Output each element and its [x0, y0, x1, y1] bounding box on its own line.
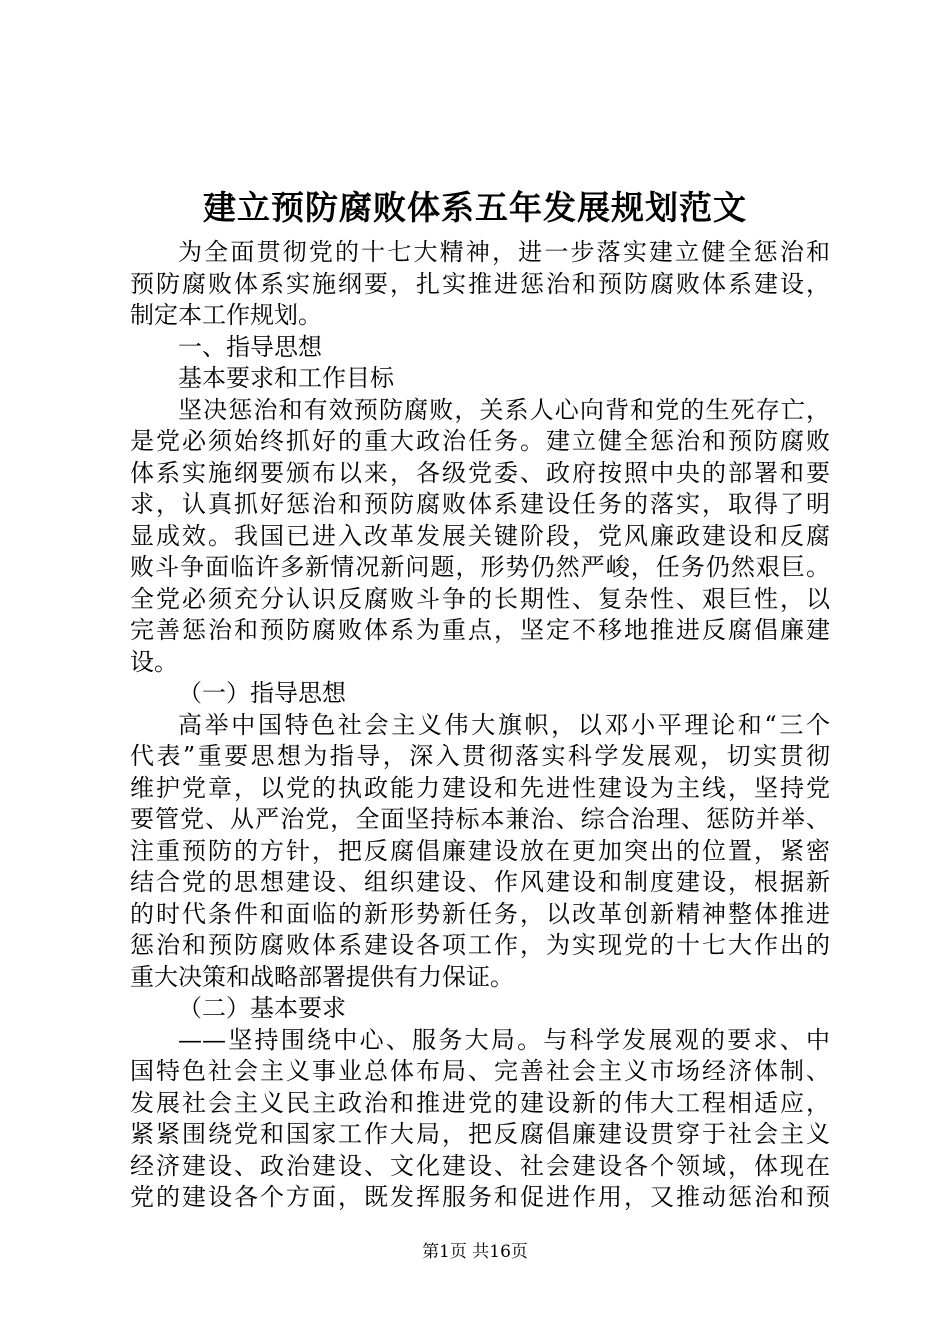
- body-text-line: 体系实施纲要颁布以来，各级党委、政府按照中央的部署和要: [130, 458, 830, 487]
- body-text-line: 惩治和预防腐败体系建设各项工作，为实现党的十七大作出的: [130, 931, 830, 959]
- document-body: [130, 237, 830, 1214]
- body-text-line: 显成效。我国已进入改革发展关键阶段，党风廉政建设和反腐: [130, 521, 830, 550]
- body-text-line: 全党必须充分认识反腐败斗争的长期性、复杂性、艰巨性，以: [130, 584, 830, 613]
- body-text-line: 维护党章，以党的执政能力建设和先进性建设为主线，坚持党: [130, 773, 830, 802]
- section-heading-line: 一、指导思想: [178, 332, 322, 361]
- body-text-line: 完善惩治和预防腐败体系为重点，坚定不移地推进反腐倡廉建: [130, 616, 830, 644]
- body-text-line: 重大决策和战略部署提供有力保证。: [130, 962, 514, 991]
- body-text-line: 制定本工作规划。: [130, 301, 322, 329]
- section-heading-line: （一）指导思想: [178, 679, 346, 707]
- document-title: 建立预防腐败体系五年发展规划范文: [203, 188, 747, 227]
- page-footer: 第1页 共16页: [422, 1242, 528, 1262]
- body-text-line: 经济建设、政治建设、文化建设、社会建设各个领域，体现在: [130, 1151, 830, 1180]
- body-text-line: 国特色社会主义事业总体布局、完善社会主义市场经济体制、: [130, 1057, 830, 1085]
- body-text-line: 为全面贯彻党的十七大精神，进一步落实建立健全惩治和: [178, 238, 830, 266]
- body-text-line: 代表”重要思想为指导，深入贯彻落实科学发展观，切实贯彻: [130, 742, 830, 770]
- body-text-line: ——坚持围绕中心、服务大局。与科学发展观的要求、中: [178, 1025, 830, 1054]
- body-text-line: 党的建设各个方面，既发挥服务和促进作用，又推动惩治和预: [130, 1183, 830, 1211]
- body-text-line: 紧紧围绕党和国家工作大局，把反腐倡廉建设贯穿于社会主义: [130, 1120, 830, 1148]
- body-text-line: 发展社会主义民主政治和推进党的建设新的伟大工程相适应，: [130, 1088, 830, 1117]
- body-text-line: 结合党的思想建设、组织建设、作风建设和制度建设，根据新: [130, 868, 830, 896]
- body-text-line: 设。: [130, 647, 178, 676]
- section-heading-line: （二）基本要求: [178, 994, 346, 1022]
- body-text-line: 注重预防的方针，把反腐倡廉建设放在更加突出的位置，紧密: [130, 836, 830, 865]
- body-text-line: 求，认真抓好惩治和预防腐败体系建设任务的落实，取得了明: [130, 490, 830, 518]
- body-text-line: 的时代条件和面临的新形势新任务，以改革创新精神整体推进: [130, 899, 830, 928]
- body-text-line: 高举中国特色社会主义伟大旗帜，以邓小平理论和“三个: [178, 710, 830, 739]
- body-text-line: 败斗争面临许多新情况新问题，形势仍然严峻，任务仍然艰巨。: [130, 553, 830, 581]
- body-text-line: 预防腐败体系实施纲要，扎实推进惩治和预防腐败体系建设，: [130, 269, 830, 298]
- body-text-line: 坚决惩治和有效预防腐败，关系人心向背和党的生死存亡，: [178, 395, 830, 424]
- body-text-line: 要管党、从严治党，全面坚持标本兼治、综合治理、惩防并举、: [130, 805, 830, 833]
- section-heading-line: 基本要求和工作目标: [178, 364, 394, 392]
- body-text-line: 是党必须始终抓好的重大政治任务。建立健全惩治和预防腐败: [130, 427, 830, 455]
